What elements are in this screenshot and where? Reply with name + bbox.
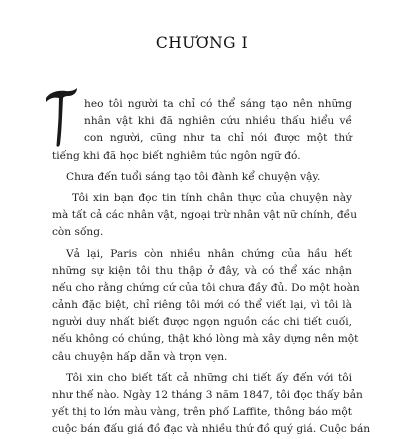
paragraph-line: như thế nào. Ngày 12 tháng 3 năm 1847, tôi đọc thấy bản [52,389,363,401]
paragraph-3 [52,190,358,242]
paragraph-line: yết thị to lớn màu vàng, trên phố Laffite, thông báo một [52,406,352,419]
chapter-title: CHƯƠNG I [155,34,249,52]
drop-cap-t [44,88,78,148]
paragraph-line: người duy nhất biết được ngọn nguồn các chi tiết cuối, [52,316,352,329]
paragraph-2 [52,169,352,186]
paragraph-line: Tôi xin bạn đọc tin tính chân thực của chuyện này [72,191,352,204]
paragraph-line: câu chuyện hấp dẫn và trọn vẹn. [52,350,228,363]
paragraph-line: còn sống. [52,226,104,239]
paragraph-5 [52,370,371,439]
paragraph-1 [52,96,352,165]
paragraph-line: những sự kiện tôi thu thập ở đây, và có thể xác nhận [52,264,352,277]
paragraph-line: Chưa đến tuổi sáng tạo tôi đành kể chuyện vậy. [66,170,321,183]
paragraph-line: nếu cho rằng chứng cứ của tôi chưa đầy đủ. Do một hoàn [52,281,360,294]
paragraph-line: tiếng khi đã học biết nghiêm túc ngôn ngữ đó. [52,149,301,162]
paragraph-line: nếu không có chúng, thật khó lòng mà xây dựng nên một [52,333,359,346]
paragraph-line: Tôi xin cho biết tất cả những chi tiết ấy đến với tôi [66,371,352,384]
paragraph-4 [52,246,360,366]
paragraph-line: heo tôi người ta chỉ có thể sáng tạo nên những [84,98,352,110]
chapter-body [52,96,371,439]
paragraph-line: mà tất cả các nhân vật, ngoại trừ nhân vật nữ chính, đều [52,209,358,222]
paragraph-line: cảnh đặc biệt, chỉ riêng tôi mới có thể viết lại, vì tôi là [52,299,352,312]
paragraph-line: cuộc bán đấu giá đồ đạc và nhiều thứ đồ quý giá. Cuộc bán [52,423,371,436]
paragraph-line: con người, cũng như ta chỉ nói được một thứ [84,132,352,145]
paragraph-line: nhân vật khi đã nghiên cứu nhiều thấu hiểu về [84,115,352,128]
paragraph-line: Vả lại, Paris còn nhiều nhân chứng của hầu hết [66,247,352,260]
book-page [52,0,371,436]
